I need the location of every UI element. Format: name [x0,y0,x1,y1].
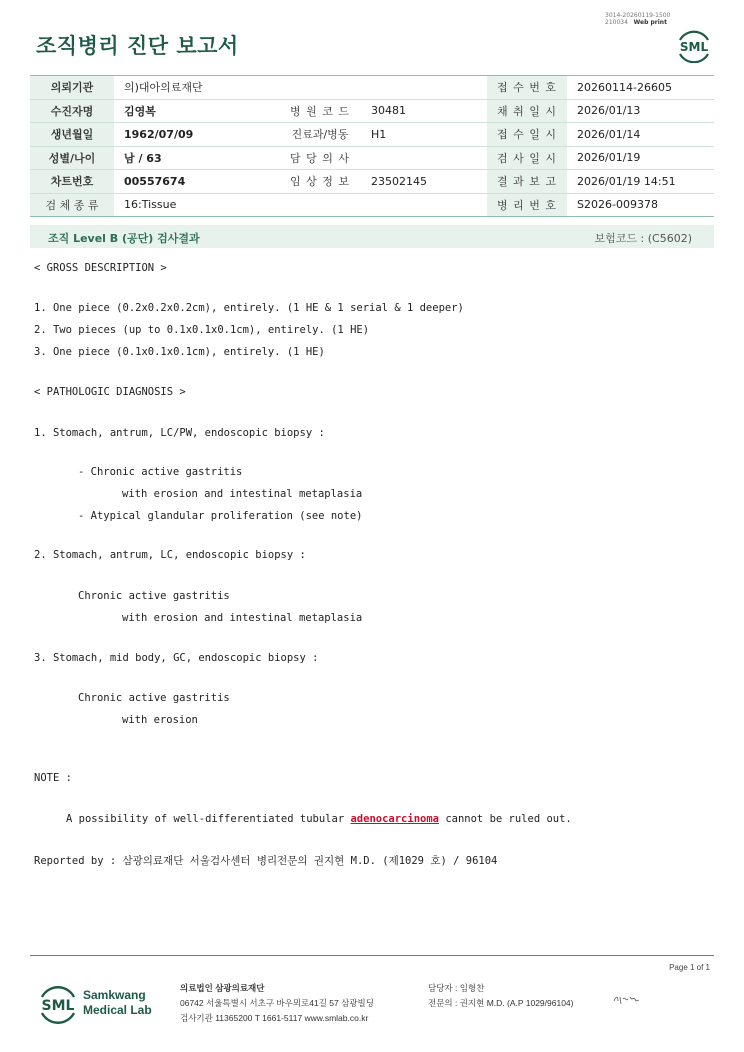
logo-name-2: Medical Lab [83,1003,152,1017]
info-label: 검 사 일 시 [487,146,567,170]
gross-item-3: 3. One piece (0.1x0.1x0.1cm), entirely. (1 HE) [34,346,325,358]
footer-staff [428,981,574,1011]
org-address: 06742 서울특별시 서초구 바우뫼로41길 57 삼광빌딩 [180,998,374,1008]
info-value: 1962/07/09 [114,123,279,147]
reported-by: Reported by : 삼광의료재단 서울검사센터 병리전문의 권지현 M.D. (제1029 호) / 96104 [34,855,498,867]
info-label: 수진자명 [30,99,114,123]
info-value: 16:Tissue [114,193,487,217]
diagnosis-2-finding-b: with erosion and intestinal metaplasia [122,612,363,624]
info-label: 임 상 정 보 [279,170,361,194]
note-highlight: adenocarcinoma [350,813,439,825]
info-label: 담 당 의 사 [279,146,361,170]
info-row [30,146,714,170]
report-title: 조직병리 진단 보고서 [36,34,239,58]
diagnosis-1-finding-a: - Chronic active gastritis [78,466,243,478]
diagnosis-3-site: 3. Stomach, mid body, GC, endoscopic biopsy : [34,652,319,664]
logo-name-1: Samkwang [83,988,146,1002]
org-contact: 검사기관 11365200 T 1661-5117 www.smlab.co.kr [180,1013,369,1023]
info-label: 병 리 번 호 [487,193,567,217]
diagnosis-1-finding-b: with erosion and intestinal metaplasia [122,488,363,500]
note-text-pre: A possibility of well-differentiated tubular [66,813,351,825]
diagnosis-3-finding-b: with erosion [122,714,198,726]
print-code-line1: 3014-20260119-1500 [605,12,671,19]
diagnosis-3-finding-a: Chronic active gastritis [78,692,230,704]
info-row [30,123,714,147]
info-value: 김영복 [114,99,279,123]
info-label: 차트번호 [30,170,114,194]
info-label: 검 체 종 류 [30,193,114,217]
gross-item-1: 1. One piece (0.2x0.2x0.2cm), entirely. (1 HE & 1 serial & 1 deeper) [34,302,464,314]
info-value: 2026/01/14 [567,123,714,147]
info-value: 23502145 [361,170,487,194]
sml-logo-icon [674,27,714,63]
gross-header: < GROSS DESCRIPTION > [34,262,167,274]
samkwang-logo-icon [36,982,80,1026]
print-code [605,12,670,26]
web-print-label: Web print [633,19,667,26]
result-section-title: 조직 Level B (공단) 검사결과 [48,232,200,245]
info-value: S2026-009378 [567,193,714,217]
info-label: 접 수 번 호 [487,76,567,100]
staff-in-charge: 담당자 : 임형찬 [428,983,485,993]
gross-item-2: 2. Two pieces (up to 0.1x0.1x0.1cm), entirely. (1 HE) [34,324,370,336]
sml-logo-text: SML [679,40,709,54]
samkwang-logo [36,978,176,1028]
specialist: 전문의 : 권지현 M.D. (A.P 1029/96104) [428,998,574,1008]
info-row [30,193,714,217]
samkwang-logo-text: SML [41,998,75,1014]
result-section-bar [30,225,714,248]
footer-organization [180,981,374,1026]
info-label: 병 원 코 드 [279,99,361,123]
pathology-header: < PATHOLOGIC DIAGNOSIS > [34,386,186,398]
note-header: NOTE : [34,772,72,784]
info-label: 생년월일 [30,123,114,147]
print-code-line2: 210034 [605,19,628,26]
info-row [30,99,714,123]
info-value: 00557674 [114,170,279,194]
diagnosis-1-site: 1. Stomach, antrum, LC/PW, endoscopic biopsy : [34,427,325,439]
info-label: 채 취 일 시 [487,99,567,123]
patient-info-table [30,75,714,217]
footer-divider [30,955,714,956]
info-value: 남 / 63 [114,146,279,170]
info-value [361,146,487,170]
info-value: 2026/01/19 14:51 [567,170,714,194]
info-value: 2026/01/19 [567,146,714,170]
info-label: 결 과 보 고 [487,170,567,194]
page-number: Page 1 of 1 [669,963,710,972]
diagnosis-2-finding-a: Chronic active gastritis [78,590,230,602]
info-row [30,76,714,100]
diagnosis-2-site: 2. Stomach, antrum, LC, endoscopic biopsy : [34,549,306,561]
note-text-post: cannot be ruled out. [439,813,572,825]
note-text [66,813,572,825]
insurance-code: 보험코드 : (C5602) [594,232,692,245]
info-label: 진료과/병동 [279,123,361,147]
info-value: H1 [361,123,487,147]
info-value: 30481 [361,99,487,123]
org-name: 의료법인 삼광의료재단 [180,983,265,993]
info-value: 의)대아의료재단 [114,76,487,100]
info-value: 2026/01/13 [567,99,714,123]
info-label: 의뢰기관 [30,76,114,100]
diagnosis-1-finding-c: - Atypical glandular proliferation (see note) [78,510,363,522]
info-label: 성별/나이 [30,146,114,170]
info-row [30,170,714,194]
info-label: 접 수 일 시 [487,123,567,147]
signature-icon [612,993,642,1007]
info-value: 20260114-26605 [567,76,714,100]
